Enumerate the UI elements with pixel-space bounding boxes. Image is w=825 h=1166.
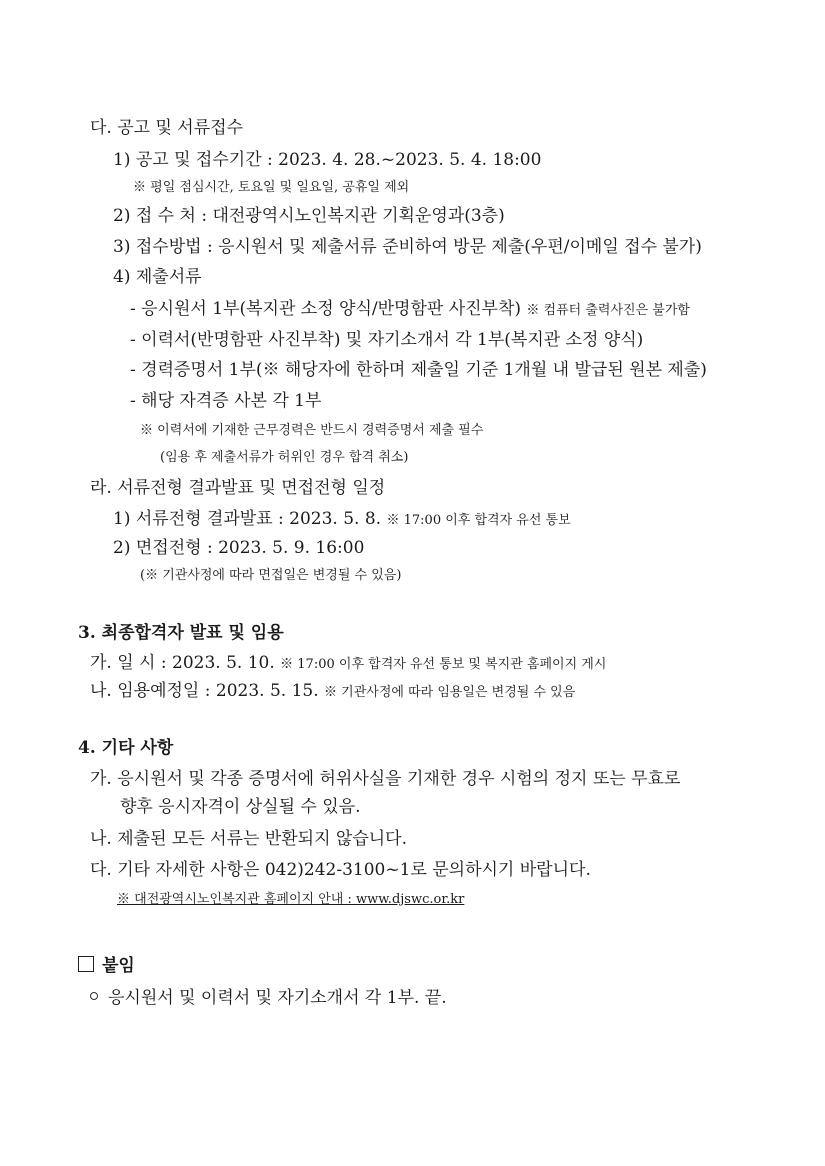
final-announce-text: 가. 일 시 : 2023. 5. 10. bbox=[90, 653, 281, 673]
document-item: - 경력증명서 1부(※ 해당자에 한하며 제출일 기준 1개월 내 발급된 원본 제출) bbox=[130, 360, 707, 380]
final-announce-note: ※ 17:00 이후 합격자 유선 통보 및 복지관 홈페이지 게시 bbox=[280, 657, 607, 672]
document-item bbox=[130, 298, 690, 320]
appointment-date-note: ※ 기관사정에 따라 임용일은 변경될 수 있음 bbox=[324, 685, 576, 700]
document-result bbox=[113, 508, 571, 530]
contact-notice: 다. 기타 자세한 사항은 042)242-3100~1로 문의하시기 바랍니다. bbox=[90, 860, 591, 880]
section-ra-heading: 라. 서류전형 결과발표 및 면접전형 일정 bbox=[90, 478, 386, 498]
section3-heading: 3. 최종합격자 발표 및 임용 bbox=[78, 623, 284, 643]
period-note: ※ 평일 점심시간, 토요일 및 일요일, 공휴일 제외 bbox=[133, 180, 410, 195]
section-da-heading: 다. 공고 및 서류접수 bbox=[90, 118, 243, 138]
application-period: 1) 공고 및 접수기간 : 2023. 4. 28.~2023. 5. 4. 18:00 bbox=[113, 150, 542, 170]
false-info-notice-cont: 향후 응시자격이 상실될 수 있음. bbox=[120, 797, 361, 817]
homepage-link[interactable]: ※ 대전광역시노인복지관 홈페이지 안내 : www.djswc.or.kr bbox=[117, 892, 465, 907]
checkbox-square-icon bbox=[78, 956, 94, 972]
reception-method: 3) 접수방법 : 응시원서 및 제출서류 준비하여 방문 제출(우편/이메일 접수 불가) bbox=[113, 237, 702, 257]
appointment-date bbox=[90, 680, 575, 702]
attachment-heading-text: 붙임 bbox=[102, 956, 135, 976]
document-text: - 응시원서 1부(복지관 소정 양식/반명함판 사진부착) bbox=[130, 299, 527, 319]
attachment-item-text: 응시원서 및 이력서 및 자기소개서 각 1부. 끝. bbox=[108, 988, 447, 1008]
final-announce bbox=[90, 652, 606, 674]
cancel-note: (임용 후 제출서류가 허위인 경우 합격 취소) bbox=[160, 450, 409, 465]
bullet-circle-icon bbox=[90, 992, 98, 1000]
document-note: ※ 컴퓨터 출력사진은 불가함 bbox=[526, 303, 690, 318]
no-return-notice: 나. 제출된 모든 서류는 반환되지 않습니다. bbox=[90, 829, 408, 849]
attachment-heading bbox=[78, 955, 135, 977]
document-item: - 이력서(반명함판 사진부착) 및 자기소개서 각 1부(복지관 소정 양식) bbox=[130, 330, 644, 350]
interview-date: 2) 면접전형 : 2023. 5. 9. 16:00 bbox=[113, 538, 365, 558]
appointment-date-text: 나. 임용예정일 : 2023. 5. 15. bbox=[90, 681, 325, 701]
document-result-note: ※ 17:00 이후 합격자 유선 통보 bbox=[386, 513, 571, 528]
document-item: - 해당 자격증 사본 각 1부 bbox=[130, 391, 322, 411]
documents-heading: 4) 제출서류 bbox=[113, 267, 202, 287]
attachment-item bbox=[90, 987, 447, 1009]
section4-heading: 4. 기타 사항 bbox=[78, 738, 174, 758]
document-result-text: 1) 서류전형 결과발표 : 2023. 5. 8. bbox=[113, 509, 387, 529]
career-note: ※ 이력서에 기재한 근무경력은 반드시 경력증명서 제출 필수 bbox=[140, 423, 484, 438]
interview-note: (※ 기관사정에 따라 면접일은 변경될 수 있음) bbox=[140, 568, 402, 583]
reception-place: 2) 접 수 처 : 대전광역시노인복지관 기획운영과(3층) bbox=[113, 206, 505, 226]
false-info-notice: 가. 응시원서 및 각종 증명서에 허위사실을 기재한 경우 시험의 정지 또는 무효로 bbox=[90, 769, 681, 789]
